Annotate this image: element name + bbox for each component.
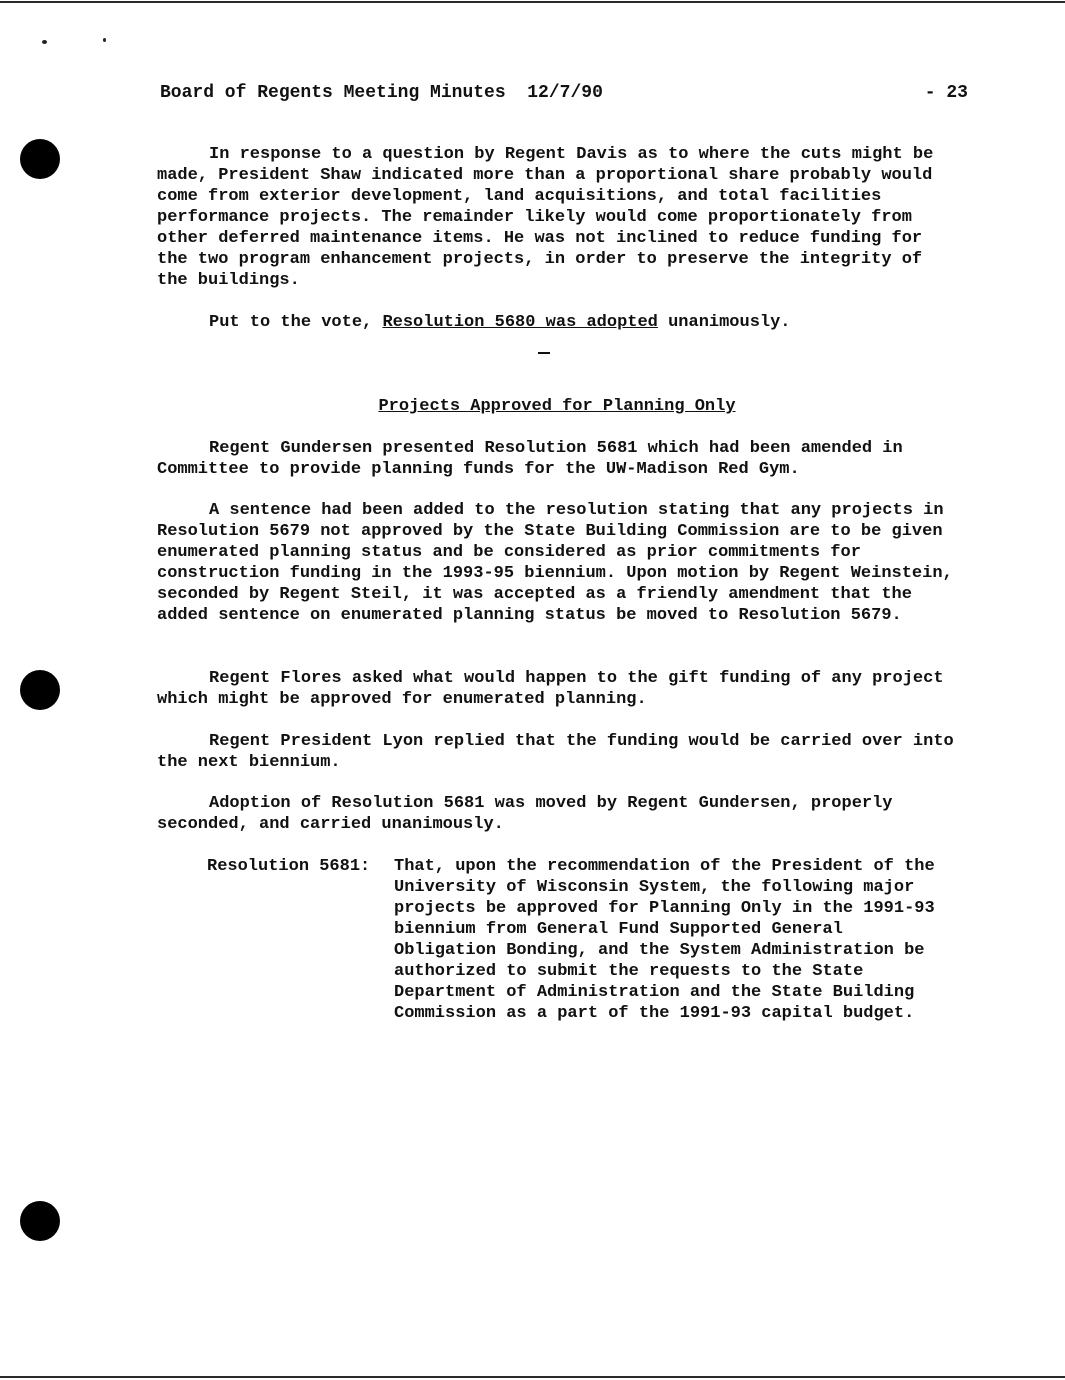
punch-hole-middle	[20, 670, 60, 710]
paragraph-cuts-response: In response to a question by Regent Davis as to where the cuts might be made, President Shaw indicated more than a proportional share probably would come from exterior development, land acquisitions, and total facilities performance projects. The remainder likely would come proportionately from other deferred maintenance items. He was not inclined to reduce funding for the two program enhancement projects, in order to preserve the integrity of the buildings.	[157, 145, 934, 290]
page-header	[160, 80, 968, 106]
paragraph-gundersen-presented: Regent Gundersen presented Resolution 5681 which had been amended in Committee to provide planning funds for the UW-Madison Red Gym.	[157, 439, 903, 479]
vote-intro-text: Put to the vote,	[209, 313, 383, 332]
vote-outro-text: unanimously.	[657, 313, 791, 332]
paragraph-sentence-added: A sentence had been added to the resolution stating that any projects in Resolution 5679 not approved by the State Building Commission are to be given enumerated planning status and be considered as prior commitments for construction funding in the 1993-95 biennium. Upon motion by Regent Weinstein, seconded by Regent Steil, it was accepted as a friendly amendment that the added sentence on enumerated planning status be moved to Resolution 5679.	[157, 501, 953, 625]
punch-hole-bottom	[20, 1201, 60, 1241]
section-divider-dash	[538, 352, 550, 354]
resolution-text: That, upon the recommendation of the President of the University of Wisconsin System, the following major projects be approved for Planning Only in the 1991-93 biennium from General Fund Supported General Obligation Bonding, and the System Administration be authorized to submit the requests to the State Department of Administration and the State Building Commission as a part of the 1991-93 capital budget.	[394, 857, 935, 1023]
paragraph-flores-question: Regent Flores asked what would happen to the gift funding of any project which might be approved for enumerated planning.	[157, 669, 944, 709]
section-heading: Projects Approved for Planning Only	[378, 397, 736, 416]
scan-top-edge	[0, 1, 1065, 3]
paragraph-vote	[157, 312, 957, 333]
punch-hole-top	[20, 139, 60, 179]
paragraph-lyon-reply: Regent President Lyon replied that the funding would be carried over into the next biennium.	[157, 732, 954, 772]
paragraph-adoption: Adoption of Resolution 5681 was moved by Regent Gundersen, properly seconded, and carried unanimously.	[157, 794, 893, 834]
scan-speck	[42, 40, 47, 44]
scan-speck	[103, 38, 106, 42]
header-title: Board of Regents Meeting Minutes 12/7/90	[160, 83, 603, 103]
page-number: - 23	[924, 83, 968, 103]
scan-bottom-edge	[0, 1376, 1065, 1378]
resolution-5680-adopted-text: Resolution 5680 was adopted	[382, 313, 658, 332]
resolution-label: Resolution 5681:	[207, 857, 371, 876]
